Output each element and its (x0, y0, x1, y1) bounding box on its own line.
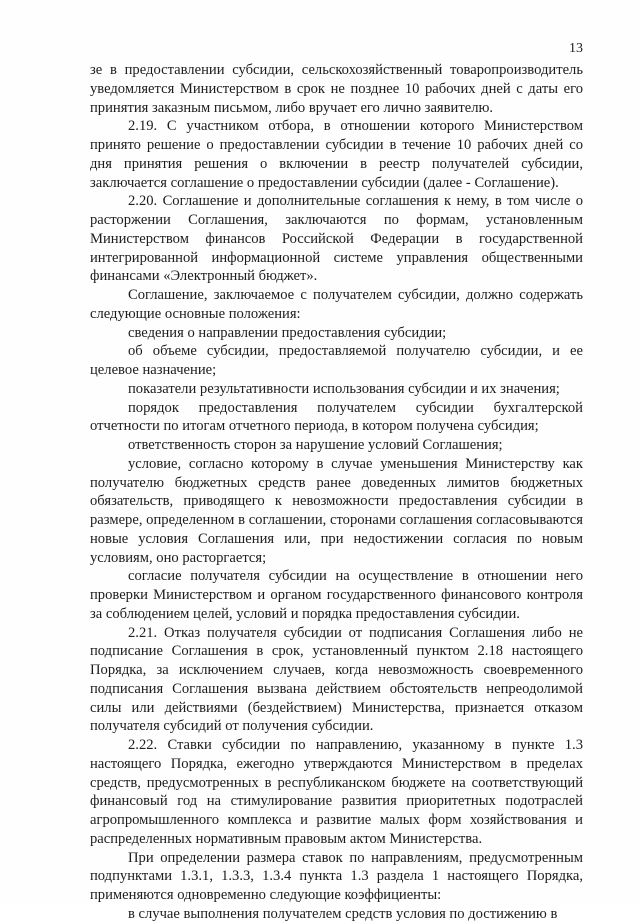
paragraph-2-19: 2.19. С участником отбора, в отношении которого Министерством принято решение о предоставлении субсидии в течение 10 рабочих дней со дня принятия решения о включении в реестр получателей субсидии, заключается соглашение о предоставлении субсидии (далее - Соглашение). (90, 118, 583, 191)
paragraph-last: в случае выполнения получателем средств условия по достижению в (128, 905, 558, 922)
paragraph-item-4: порядок предоставления получателем субсидии бухгалтерской отчетности по итогам отчетного периода, в котором получена субсидия; (90, 399, 583, 435)
paragraph-2-22: 2.22. Ставки субсидии по направлению, указанному в пункте 1.3 настоящего Порядка, ежегодно утверждаются Министерством в пределах средств, предусмотренных в республиканском бюджете на соответствующий финансовый год на стимулирование развития приоритетных подотраслей агропромышленного комплекса и развитие малых форм хозяйствования и распределенных нормативным правовым актом Министерства. (90, 737, 583, 847)
document-body (90, 61, 583, 924)
paragraph-item-2: об объеме субсидии, предоставляемой получателю субсидии, и ее целевое назначение; (90, 343, 583, 378)
paragraph-item-5: ответственность сторон за нарушение условий Соглашения; (128, 437, 503, 453)
paragraph-cont: зе в предоставлении субсидии, сельскохозяйственный товаропроизводитель уведомляется Министерством в срок не позднее 10 рабочих дней с даты его принятия заказным письмом, либо вручает его лично заявителю. (90, 62, 583, 116)
paragraph-agreement: Соглашение, заключаемое с получателем субсидии, должно содержать следующие основные положения: (90, 287, 583, 322)
paragraph-2-21: 2.21. Отказ получателя субсидии от подписания Соглашения либо не подписание Соглашения в срок, установленный пунктом 2.18 настоящего Порядка, за исключением случаев, когда невозможность своевременного подписания Соглашения вызвана действием обстоятельств непреодолимой силы или действиями (бездействием) Министерства, признается отказом получателя субсидий от получения субсидии. (90, 624, 583, 735)
paragraph-item-7: согласие получателя субсидии на осуществление в отношении него проверки Министерством и органом государственного финансового контроля за соблюдением целей, условий и порядка предоставления субсидии. (90, 568, 583, 622)
paragraph-2-20: 2.20. Соглашение и дополнительные соглашения к нему, в том числе о расторжении Соглашения, заключаются по формам, установленным Министерством финансов Российской Федерации в государственной интегрированной информационной системе управления общественными финансами «Электронный бюджет». (90, 193, 583, 285)
paragraph-rates: При определении размера ставок по направлениям, предусмотренным подпунктами 1.3.1, 1.3.3, 1.3.4 пункта 1.3 раздела 1 настоящего Порядка, применяются одновременно следующие коэффициенты: (90, 849, 583, 903)
paragraph-item-1: сведения о направлении предоставления субсидии; (128, 324, 447, 341)
paragraph-item-3: показатели результативности использования субсидии и их значения; (128, 380, 560, 397)
page-number: 13 (569, 41, 583, 56)
paragraph-item-6: условие, согласно которому в случае уменьшения Министерству как получателю бюджетных средств ранее доведенных лимитов бюджетных обязательств, приводящего к невозможности предоставления субсидии в размере, определенном в соглашении, сторонами соглашения согласовываются новые условия Соглашения или, при недостижении согласия по новым условиям, оно расторгается; (90, 455, 583, 566)
